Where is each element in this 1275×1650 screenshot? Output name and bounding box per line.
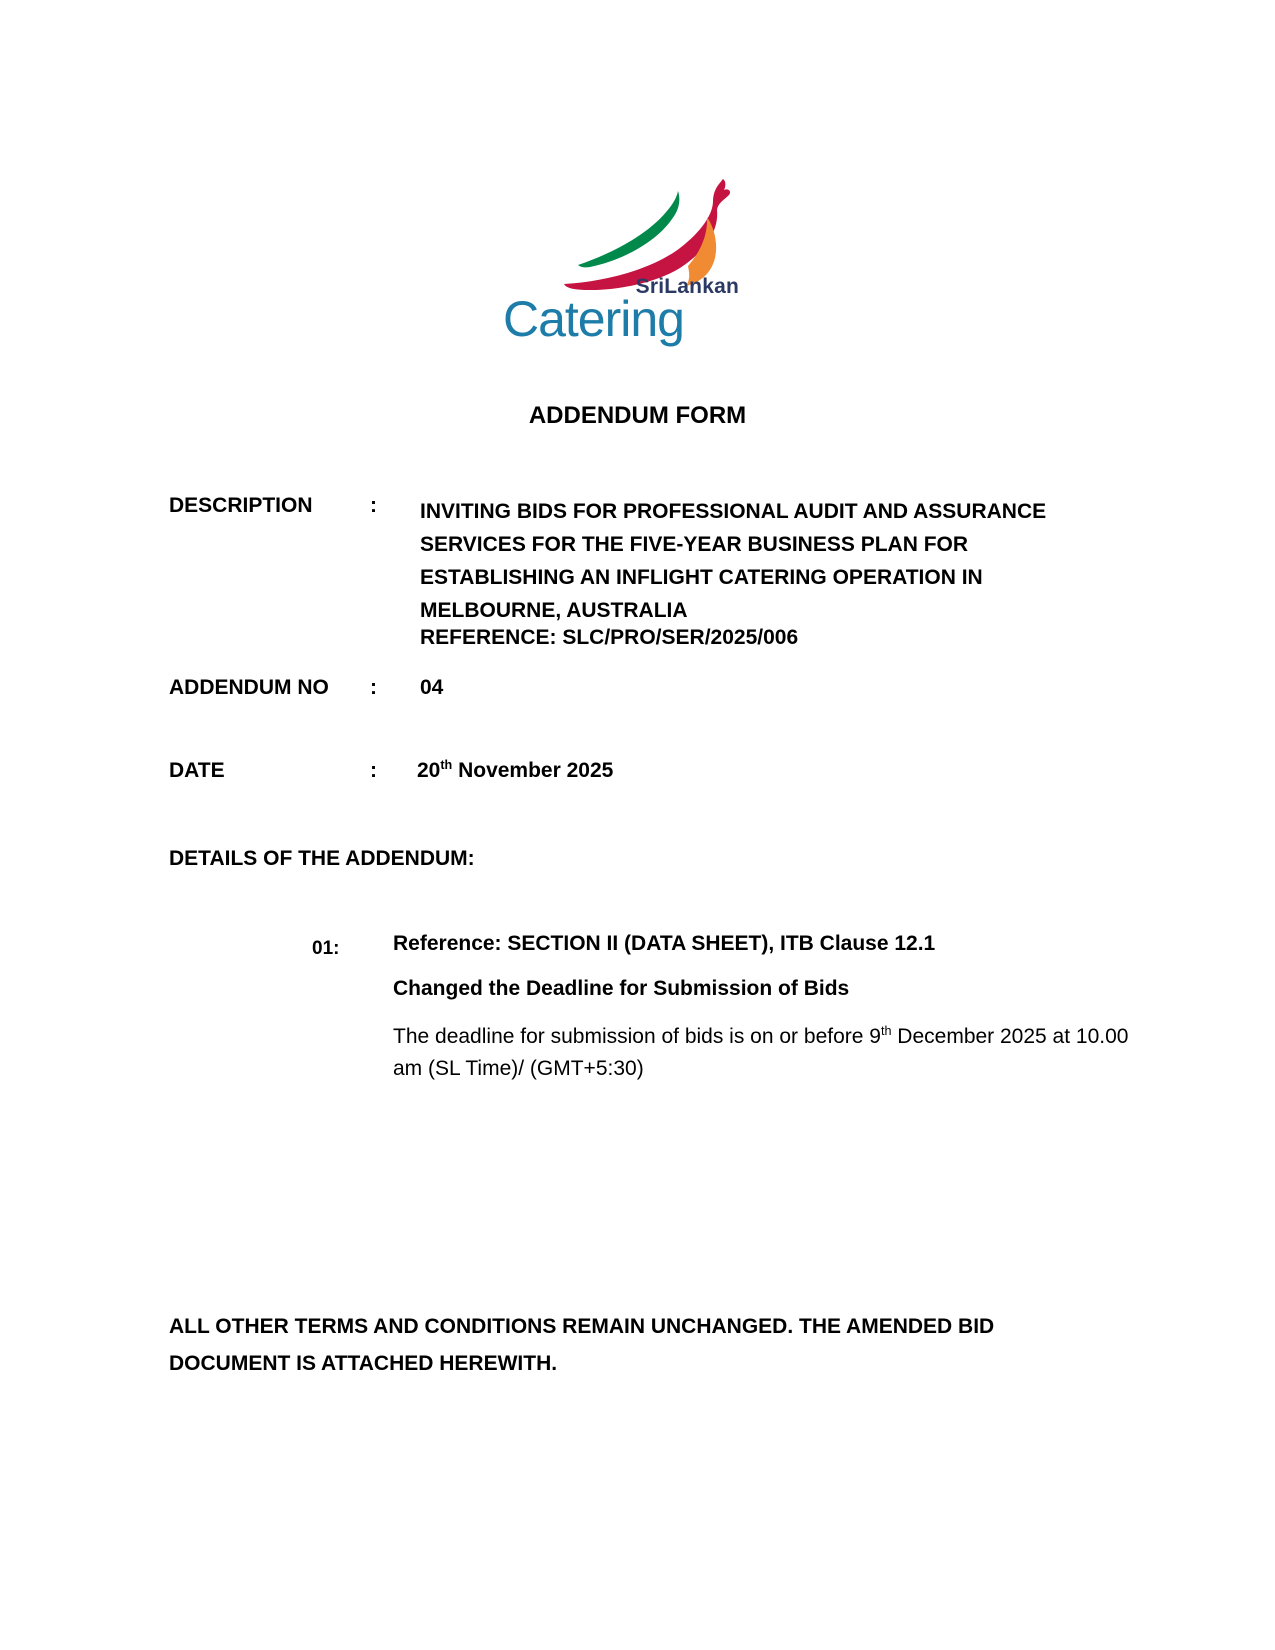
description-line: ESTABLISHING AN INFLIGHT CATERING OPERATION IN [420, 566, 983, 589]
closing-line: DOCUMENT IS ATTACHED HEREWITH. [169, 1352, 558, 1375]
date-rest: November 2025 [452, 759, 614, 782]
description-separator: : [370, 494, 377, 517]
item-body-paragraph [393, 1021, 1128, 1085]
date-label: DATE [169, 759, 225, 782]
description-label: DESCRIPTION [169, 494, 313, 517]
description-line: MELBOURNE, AUSTRALIA [420, 599, 688, 622]
description-line: INVITING BIDS FOR PROFESSIONAL AUDIT AND ASSURANCE [420, 500, 1047, 523]
date-value [417, 759, 613, 783]
date-day: 20 [417, 759, 441, 782]
item-body-line [393, 1021, 1128, 1053]
logo-green-wing-shape [578, 191, 679, 267]
details-heading: DETAILS OF THE ADDENDUM: [169, 847, 475, 870]
item-body-text: The deadline for submission of bids is on or before 9 [393, 1025, 881, 1048]
item-body-line: am (SL Time)/ (GMT+5:30) [393, 1057, 644, 1080]
item-body-text: December 2025 at 10.00 [891, 1025, 1129, 1048]
item-subject-line: Changed the Deadline for Submission of Bids [393, 977, 850, 1000]
logo-brand-srilankan: SriLankan [635, 275, 739, 298]
reference-number: REFERENCE: SLC/PRO/SER/2025/006 [420, 626, 799, 649]
addendum-no-value: 04 [420, 676, 444, 699]
addendum-no-label: ADDENDUM NO [169, 676, 329, 699]
closing-statement [169, 1308, 994, 1382]
description-value [420, 495, 1046, 627]
document-title: ADDENDUM FORM [528, 402, 747, 429]
item-body-ordinal: th [880, 1024, 892, 1038]
addendum-no-separator: : [370, 676, 377, 699]
logo-brand-catering: Catering [503, 291, 684, 347]
closing-line: ALL OTHER TERMS AND CONDITIONS REMAIN UNCHANGED. THE AMENDED BID [169, 1315, 995, 1338]
date-separator: : [370, 759, 377, 782]
date-ordinal: th [440, 758, 453, 772]
description-line: SERVICES FOR THE FIVE-YEAR BUSINESS PLAN FOR [420, 533, 969, 556]
peacock-bird-icon [561, 178, 739, 290]
item-reference-line: Reference: SECTION II (DATA SHEET), ITB Clause 12.1 [393, 932, 936, 955]
srilankan-catering-logo [503, 178, 743, 356]
item-number: 01: [312, 938, 340, 959]
